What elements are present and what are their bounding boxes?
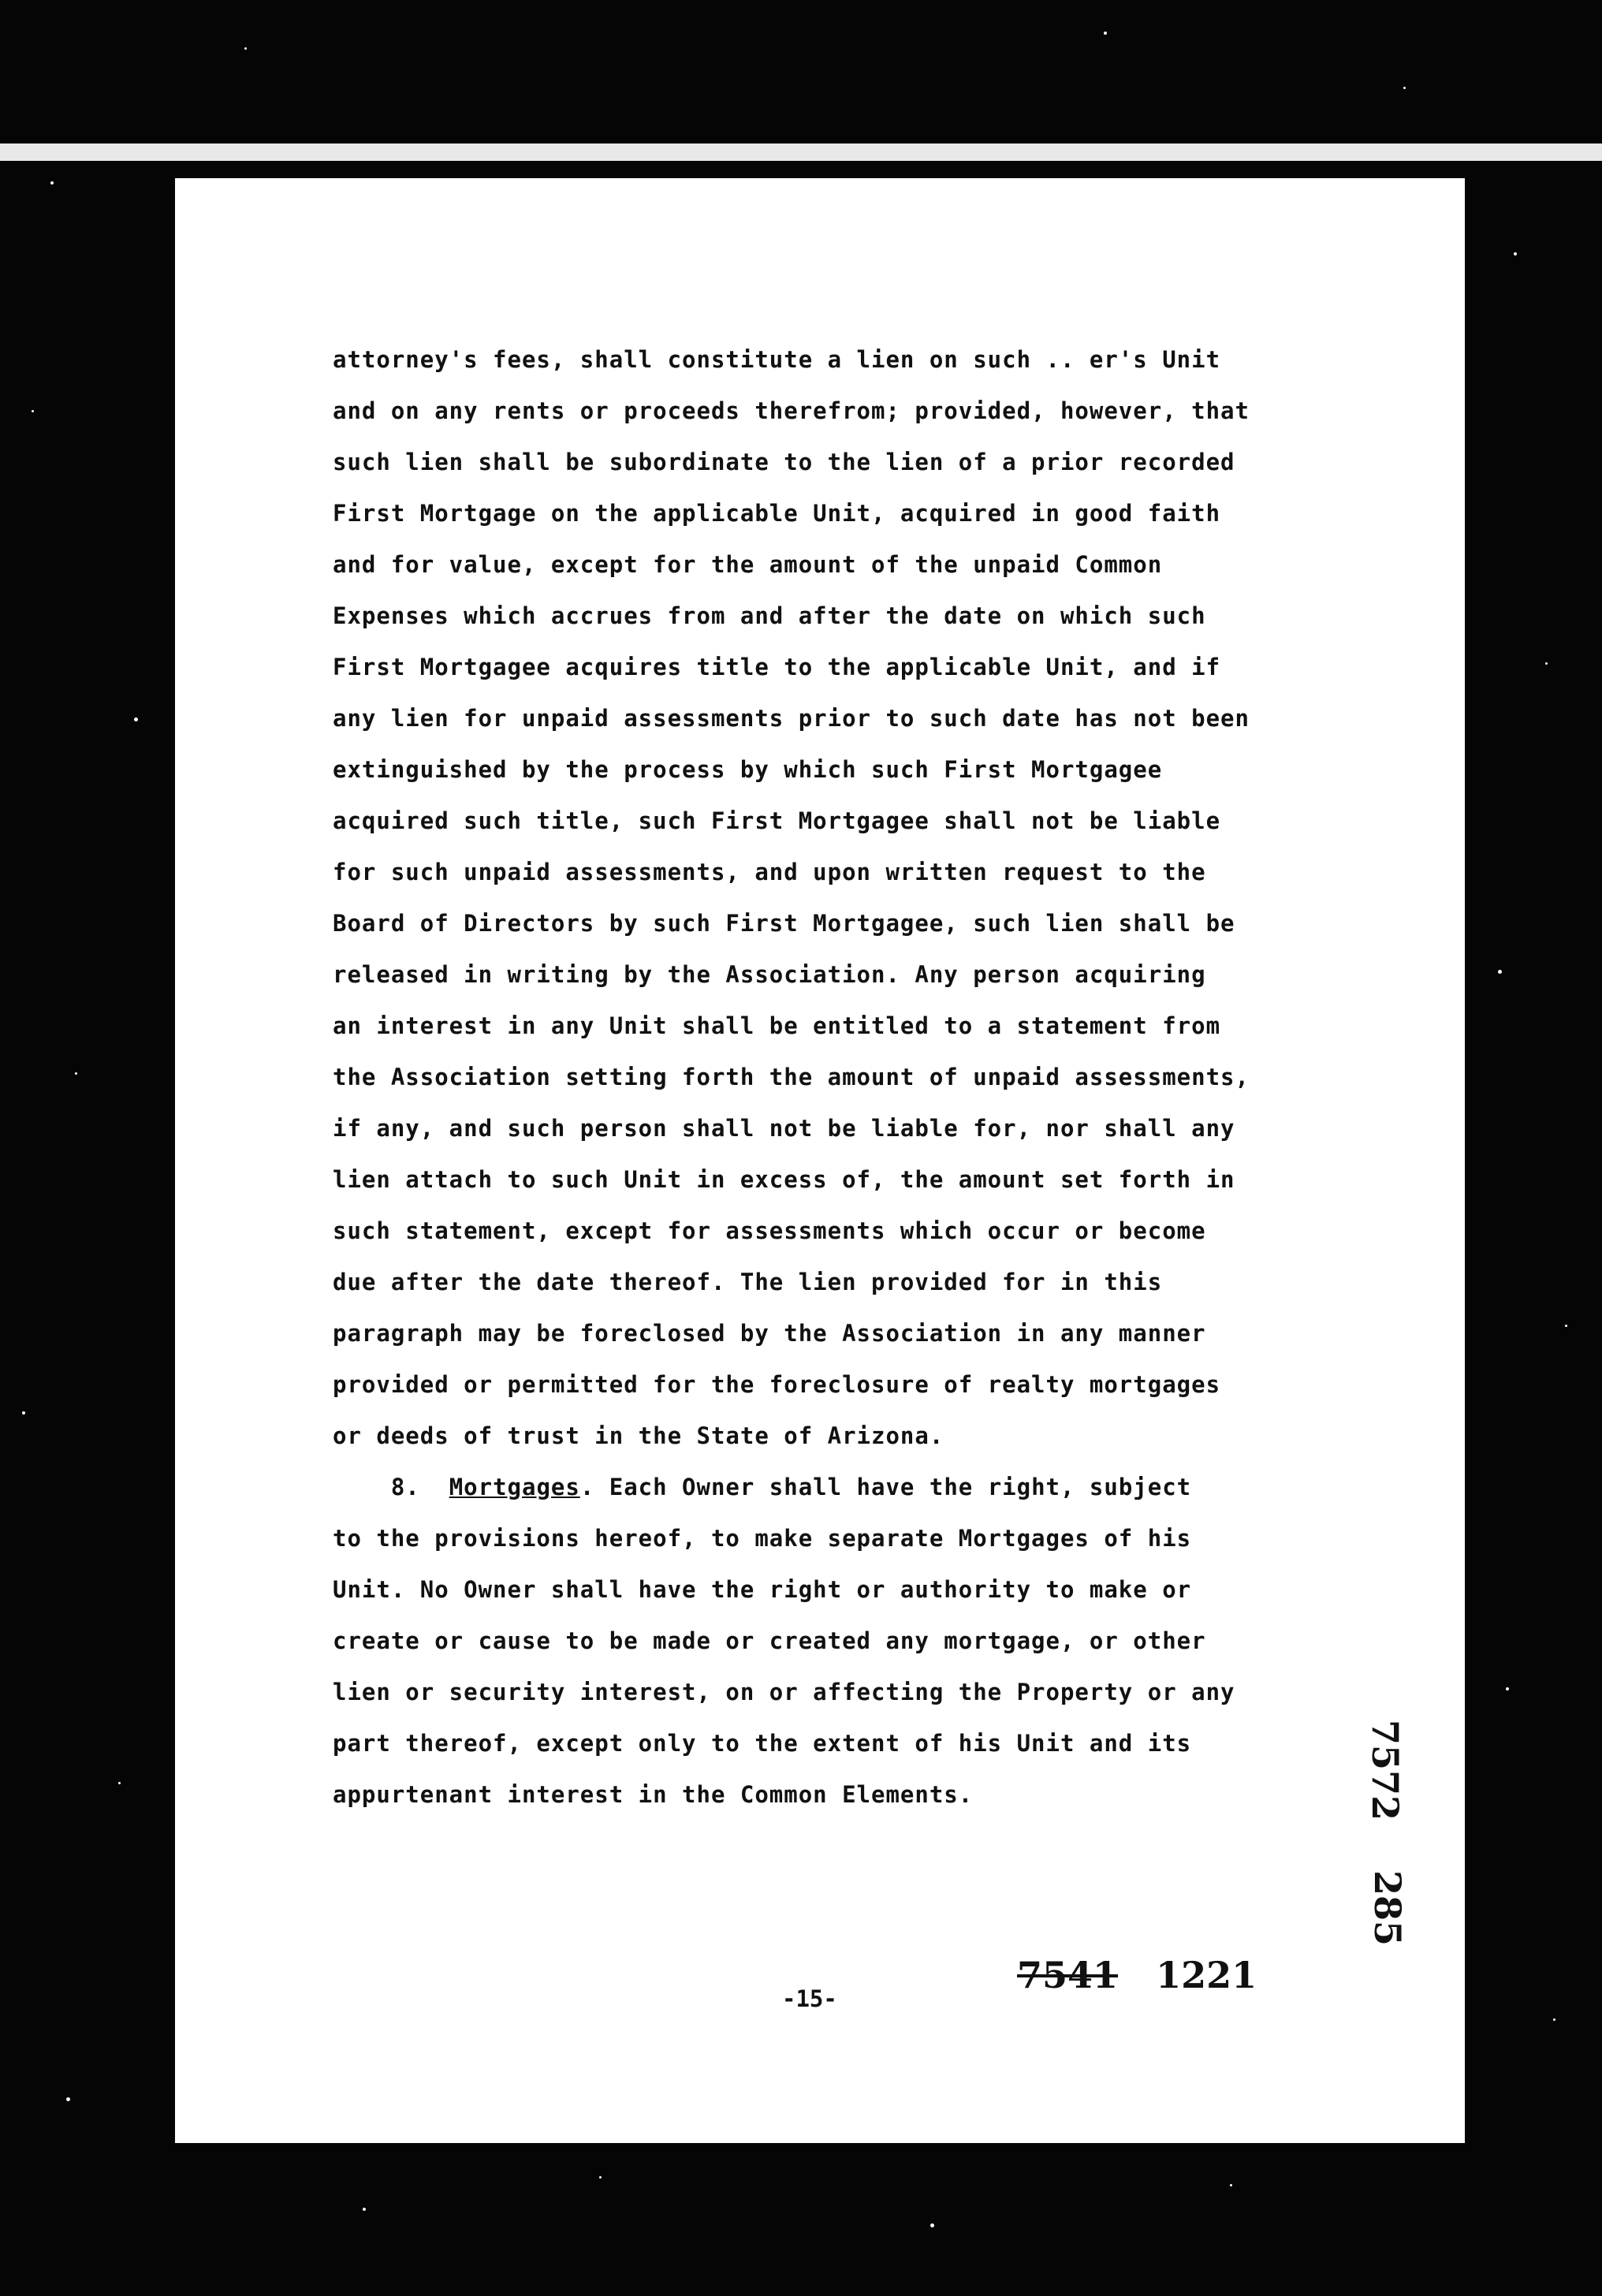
text-line: appurtenant interest in the Common Elements.	[333, 1781, 974, 1808]
noise-speck	[930, 2223, 934, 2227]
noise-speck	[363, 2208, 366, 2211]
noise-speck	[599, 2176, 602, 2179]
text-line: create or cause to be made or created any mortgage, or other	[333, 1627, 1206, 1654]
text-line: Expenses which accrues from and after the date on which such	[333, 602, 1206, 629]
noise-speck	[1230, 2184, 1232, 2186]
noise-speck	[1498, 970, 1502, 974]
text-line: extinguished by the process by which such First Mortgagee	[333, 756, 1163, 783]
text-line: lien attach to such Unit in excess of, the amount set forth in	[333, 1166, 1235, 1193]
section-number: 8.	[390, 1474, 420, 1500]
scanner-edge-bar	[0, 144, 1602, 161]
text-line: for such unpaid assessments, and upon written request to the	[333, 859, 1206, 885]
text-line: acquired such title, such First Mortgagee shall not be liable	[333, 807, 1221, 834]
noise-speck	[1545, 662, 1548, 665]
text-line: to the provisions hereof, to make separate Mortgages of his	[333, 1525, 1192, 1552]
noise-speck	[134, 718, 138, 721]
side-stamp-page: 285	[1366, 1869, 1410, 1947]
noise-speck	[244, 47, 247, 50]
text-line: paragraph may be foreclosed by the Association in any manner	[333, 1320, 1206, 1347]
text-line: and on any rents or proceeds therefrom; provided, however, that	[333, 397, 1250, 424]
text-line: and for value, except for the amount of the unpaid Common	[333, 551, 1163, 578]
section-title: Mortgages	[449, 1474, 580, 1500]
text-line: First Mortgage on the applicable Unit, acquired in good faith	[333, 500, 1221, 527]
text-line: due after the date thereof. The lien provided for in this	[333, 1269, 1163, 1295]
text-line: if any, and such person shall not be liable for, nor shall any	[333, 1115, 1235, 1142]
body-text	[333, 334, 1484, 1821]
section-first-line-rest: . Each Owner shall have the right, subject	[579, 1474, 1192, 1500]
noise-speck	[1565, 1325, 1567, 1327]
text-line: or deeds of trust in the State of Arizona.	[333, 1422, 944, 1449]
noise-speck	[1553, 2018, 1555, 2021]
text-line: released in writing by the Association. Any person acquiring	[333, 961, 1206, 988]
noise-speck	[1506, 1687, 1509, 1690]
text-line: attorney's fees, shall constitute a lien on such .. er's Unit	[333, 346, 1221, 373]
noise-speck	[22, 1411, 25, 1414]
noise-speck	[66, 2097, 70, 2101]
noise-speck	[1403, 87, 1406, 89]
recording-stamp-value: 1221	[1156, 1954, 1257, 1996]
text-line: such lien shall be subordinate to the lien of a prior recorded	[333, 449, 1235, 475]
noise-speck	[75, 1072, 77, 1075]
text-line: provided or permitted for the foreclosure of realty mortgages	[333, 1371, 1221, 1398]
recording-stamp	[1017, 1954, 1257, 1996]
noise-speck	[1104, 32, 1107, 35]
text-line: First Mortgagee acquires title to the applicable Unit, and if	[333, 654, 1221, 680]
document-page	[175, 178, 1465, 2143]
recording-stamp-struck: 7541	[1017, 1954, 1119, 1996]
text-line: an interest in any Unit shall be entitled to a statement from	[333, 1012, 1221, 1039]
side-stamp-book: 7572	[1364, 1719, 1407, 1821]
text-line: such statement, except for assessments which occur or become	[333, 1217, 1206, 1244]
text-line: Board of Directors by such First Mortgagee, such lien shall be	[333, 910, 1235, 937]
noise-speck	[1514, 252, 1517, 255]
noise-speck	[32, 410, 34, 412]
noise-speck	[118, 1782, 121, 1784]
page-number: -15-	[782, 1985, 837, 2012]
text-line: Unit. No Owner shall have the right or authority to make or	[333, 1576, 1192, 1603]
text-line: any lien for unpaid assessments prior to such date has not been	[333, 705, 1250, 732]
section-heading-line	[333, 1462, 1484, 1513]
noise-speck	[50, 181, 54, 184]
text-line: lien or security interest, on or affecting the Property or any	[333, 1679, 1235, 1705]
text-line: part thereof, except only to the extent of his Unit and its	[333, 1730, 1192, 1757]
text-line: the Association setting forth the amount of unpaid assessments,	[333, 1064, 1250, 1090]
